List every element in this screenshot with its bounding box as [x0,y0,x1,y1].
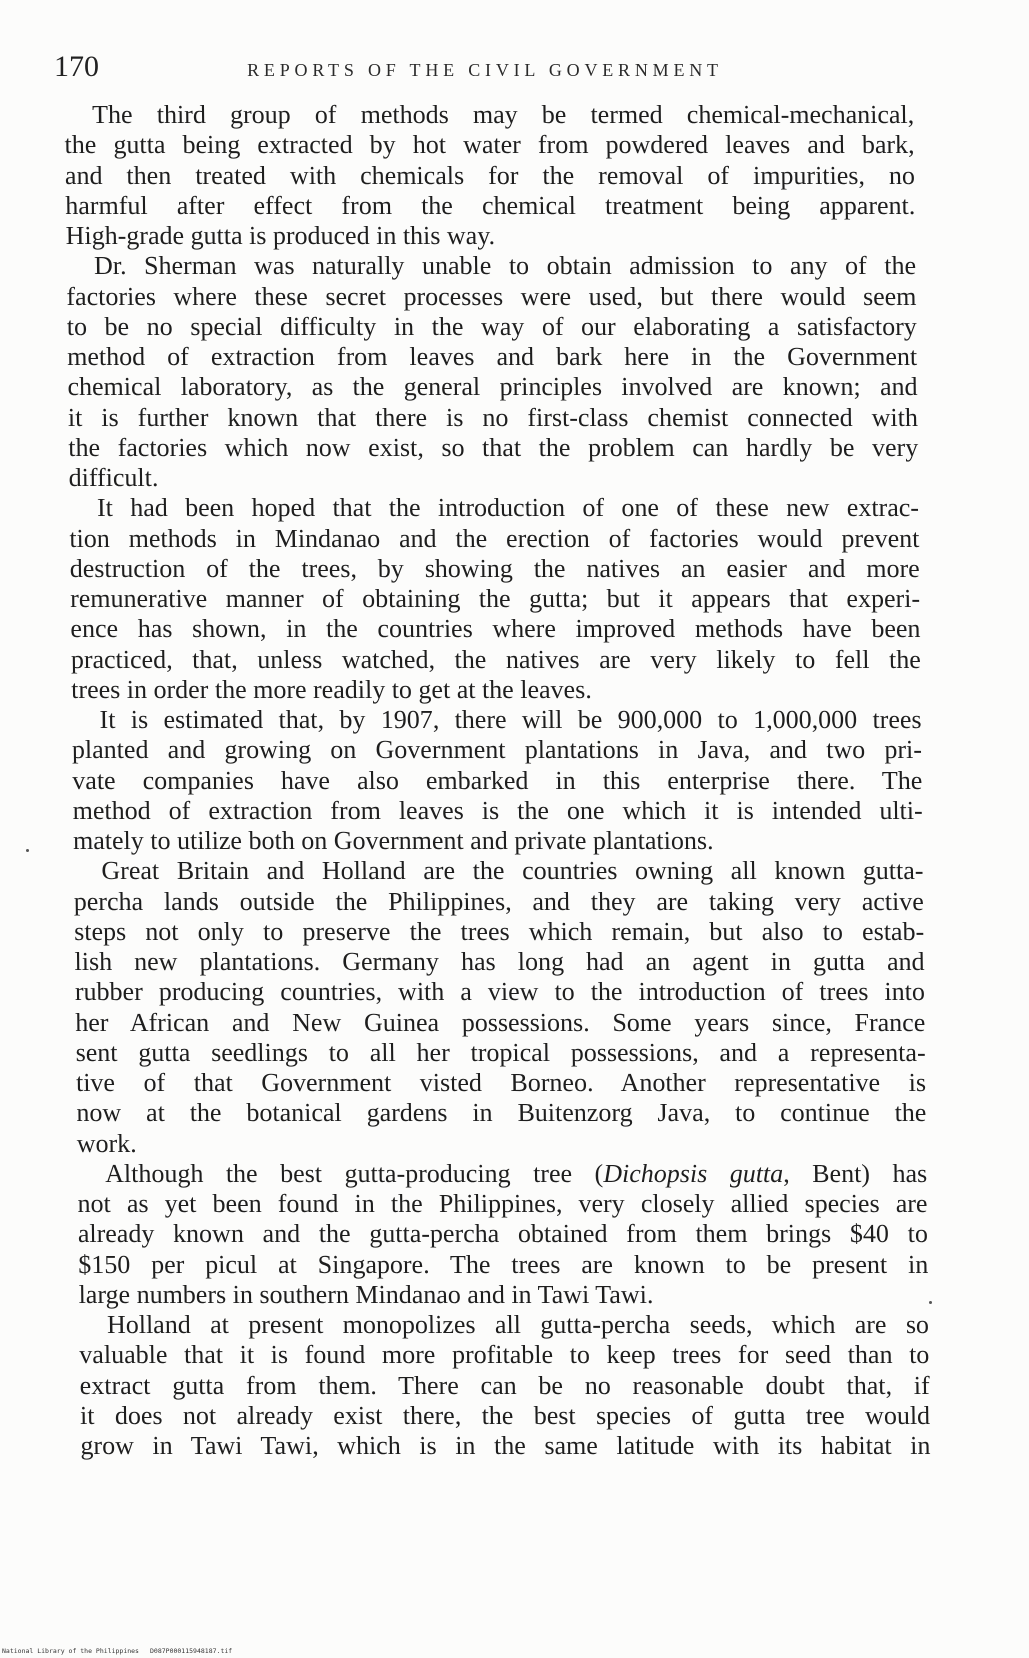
text-line: difficult. [68,463,159,492]
text-line: ence has shown, in the countries where improved methods have been [70,614,921,644]
text-line: and then treated with chemicals for the removal of impurities, no [64,160,916,190]
paragraph [69,493,922,705]
text-line: It is estimated that, by 1907, there will be 900,000 to 1,000,000 trees [99,705,922,734]
italic-species-name: Dichopsis gutta [603,1158,784,1188]
text-line: chemical laboratory, as the general principles involved are known; and [67,372,918,402]
text-line: sent gutta seedlings to all her tropical possessions, and a representa- [75,1037,926,1067]
text-line: vate companies have also embarked in this enterprise there. The [72,765,923,795]
text-line: The third group of methods may be termed chemical-mechanical, [92,100,915,129]
text-line: It had been hoped that the introduction of one of these new extrac- [96,493,920,523]
page-number: 170 [54,50,99,83]
text-line: method of extraction from leaves is the one which it is intended ulti- [72,795,923,825]
text-line: practiced, that, unless watched, the natives are very likely to fell the [70,644,922,674]
text-line: Holland at present monopolizes all gutta-percha seeds, which are so [106,1310,930,1339]
scan-speck [929,1301,932,1304]
text-line: Dr. Sherman was naturally unable to obtain admission to any of the [93,251,917,281]
text-line: the factories which now exist, so that the problem can hardly be very [68,432,919,462]
running-title: REPORTS OF THE CIVIL GOVERNMENT [247,60,723,80]
text-line: remunerative manner of obtaining the gutta; but it appears that experi- [69,584,921,613]
paragraph [73,856,927,1159]
text-line: destruction of the trees, by showing the natives an easier and more [69,553,920,583]
text-line: grow in Tawi Tawi, which is in the same latitude with its habitat in [80,1431,931,1460]
text-line: the gutta being extracted by hot water from powdered leaves and bark, [64,130,915,160]
text-line: it does not already exist there, the best species of gutta tree would [79,1400,931,1430]
text-line: percha lands outside the Philippines, and they are taking very active [73,886,924,916]
body-text [64,100,931,1461]
text-line: High-grade gutta is produced in this way. [65,221,496,250]
footer-file-id: D087P000115948187.tif [150,1647,233,1655]
text-line: it is further known that there is no first-class chemist connected with [67,402,919,432]
text-line: factories where these secret processes were used, but there would seem [66,281,917,311]
text-line: rubber producing countries, with a view to the introduction of trees into [74,977,926,1007]
paragraph [66,251,919,493]
text-line: extract gutta from them. There can be no reasonable doubt that, if [79,1370,930,1400]
text-line: not as yet been found in the Philippines, very closely allied species are [77,1189,928,1218]
text-line [77,1159,927,1189]
text-line: mately to utilize both on Government and private plantations. [72,826,714,855]
text-run: , Bent) has [783,1158,928,1188]
footer-library-credit: National Library of the Philippines [2,1647,139,1655]
paragraph [71,705,923,856]
text-line: trees in order the more readily to get at the leaves. [71,674,592,704]
text-line: already known and the gutta-percha obtained from them brings $40 to [77,1219,929,1249]
text-line: large numbers in southern Mindanao and in Tawi Tawi. [78,1279,654,1309]
scan-speck [26,849,29,852]
text-line: $150 per picul at Singapore. The trees are known to be present in [78,1249,929,1279]
paragraph [79,1310,931,1461]
text-line: Great Britain and Holland are the countries owning all known gutta- [101,856,924,886]
text-line: planted and growing on Government plantations in Java, and two pri- [71,735,923,765]
paragraph [64,100,916,251]
text-line: to be no special difficulty in the way of our elaborating a satisfactory [66,311,917,341]
text-line: tive of that Government visted Borneo. Another representative is [75,1068,927,1097]
text-line: her African and New Guinea possessions. Some years since, France [75,1007,926,1037]
paragraph [77,1159,929,1310]
text-line: steps not only to preserve the trees which remain, but also to estab- [73,916,925,946]
text-line: work. [76,1128,137,1158]
text-line: lish new plantations. Germany has long had an agent in gutta and [74,947,925,976]
text-line: now at the botanical gardens in Buitenzorg Java, to continue the [76,1098,927,1128]
text-line: valuable that it is found more profitable to keep trees for seed than to [79,1340,930,1370]
text-line: method of extraction from leaves and bark here in the Government [66,342,918,371]
text-line: harmful after effect from the chemical treatment being apparent. [65,190,916,220]
text-run: Although the best gutta-producing tree ( [104,1158,604,1188]
text-line: tion methods in Mindanao and the erection of factories would prevent [69,523,920,553]
